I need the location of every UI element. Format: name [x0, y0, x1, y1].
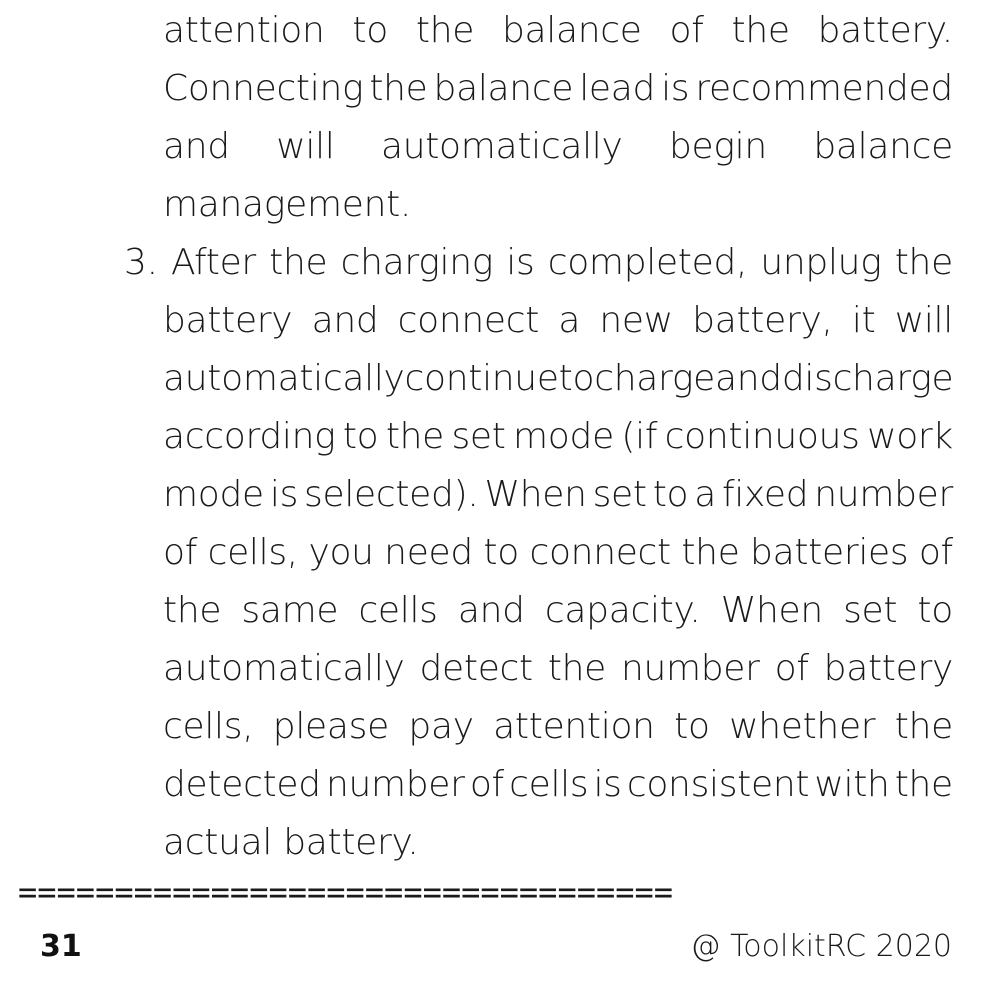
word: a	[694, 474, 716, 515]
text-line-10	[163, 524, 953, 582]
word: please	[272, 706, 389, 747]
word: is	[269, 474, 299, 515]
word: recommended	[695, 68, 953, 109]
word: cells,	[163, 706, 254, 747]
word: charging	[340, 242, 494, 283]
text-line-4: management.	[163, 184, 412, 225]
word: connect	[397, 300, 540, 341]
word: After	[170, 242, 256, 283]
word: to	[917, 590, 953, 631]
footer-separator: ==================================	[18, 873, 674, 911]
word: lead	[579, 68, 656, 109]
word: work	[867, 416, 953, 457]
word: pay	[408, 706, 474, 747]
word: the	[163, 590, 222, 631]
word: When	[720, 590, 823, 631]
word: it	[851, 300, 876, 341]
word: consistent	[626, 764, 810, 805]
word: capacity.	[544, 590, 701, 631]
word: the	[731, 10, 790, 51]
word: fixed	[721, 474, 809, 515]
word: and	[311, 300, 379, 341]
word: the	[269, 242, 328, 283]
word: set	[451, 416, 506, 457]
word: attention	[493, 706, 655, 747]
word: need	[384, 532, 473, 573]
text-line-1	[163, 2, 953, 60]
word: balance	[813, 126, 953, 167]
word: selected).	[304, 474, 479, 515]
word: and	[163, 126, 230, 167]
word: according	[163, 416, 336, 457]
word: number	[814, 474, 953, 515]
word: the	[369, 68, 428, 109]
word: of	[669, 10, 704, 51]
word: whether	[729, 706, 876, 747]
text-line-6	[163, 292, 953, 350]
word: and	[715, 358, 782, 399]
text-line-9	[163, 466, 953, 524]
text-line-7	[163, 350, 953, 408]
word: to	[352, 10, 388, 51]
word: the	[894, 706, 953, 747]
word: to	[674, 706, 710, 747]
word: is	[506, 242, 535, 283]
word: to	[342, 416, 379, 457]
word: cells,	[207, 532, 298, 573]
word: discharge	[781, 358, 954, 399]
copyright-notice: @ ToolkitRC 2020	[690, 929, 952, 964]
word: battery	[163, 300, 293, 341]
word: set	[843, 590, 898, 631]
word: a	[558, 300, 581, 341]
word: (if	[621, 416, 658, 457]
word: mode	[163, 474, 264, 515]
word: of	[774, 648, 809, 689]
word: will	[276, 126, 335, 167]
text-line-11	[163, 582, 953, 640]
word: will	[894, 300, 953, 341]
word: is	[661, 68, 690, 109]
word: of	[918, 532, 953, 573]
word: automatically	[163, 648, 405, 689]
word: unplug	[760, 242, 882, 283]
word: automatically	[163, 358, 405, 399]
word: 3.	[124, 242, 158, 283]
word: automatically	[380, 126, 623, 167]
word: balance	[501, 10, 642, 51]
word: balance	[433, 68, 574, 109]
word: batteries	[750, 532, 909, 573]
word: to	[483, 532, 519, 573]
word: to	[652, 474, 689, 515]
word: continue	[404, 358, 559, 399]
word: continuous	[664, 416, 860, 457]
word: battery,	[692, 300, 833, 341]
text-line-13	[163, 698, 953, 756]
word: new	[599, 300, 673, 341]
word: detected	[163, 764, 321, 805]
word: you	[308, 532, 374, 573]
word: battery.	[817, 10, 953, 51]
word: number	[325, 764, 465, 805]
text-line-12	[163, 640, 953, 698]
word: cells	[509, 764, 589, 805]
word: of	[163, 532, 198, 573]
word: When	[484, 474, 587, 515]
word: the	[385, 416, 445, 457]
word: cells	[358, 590, 438, 631]
word: the	[415, 10, 475, 51]
word: to	[558, 358, 595, 399]
word: same	[241, 590, 339, 631]
text-line-15: actual battery.	[163, 822, 419, 863]
list-item-3-line-1	[124, 234, 953, 292]
word: Connecting	[163, 68, 364, 109]
word: the	[894, 764, 953, 805]
word: the	[681, 532, 740, 573]
text-line-14	[163, 756, 953, 814]
word: mode	[513, 416, 614, 457]
page-number: 31	[40, 929, 82, 964]
word: set	[592, 474, 647, 515]
word: connect	[529, 532, 671, 573]
word: of	[469, 764, 504, 805]
word: begin	[668, 126, 767, 167]
word: detect	[419, 648, 533, 689]
word: with	[814, 764, 890, 805]
word: charge	[594, 358, 716, 399]
text-line-3	[163, 118, 953, 176]
text-line-8	[163, 408, 953, 466]
word: number	[620, 648, 760, 689]
word: the	[894, 242, 953, 283]
word: the	[547, 648, 606, 689]
word: is	[593, 764, 622, 805]
word: and	[457, 590, 525, 631]
word: completed,	[547, 242, 748, 283]
word: battery	[823, 648, 953, 689]
word: attention	[163, 10, 325, 51]
text-line-2	[163, 60, 953, 118]
